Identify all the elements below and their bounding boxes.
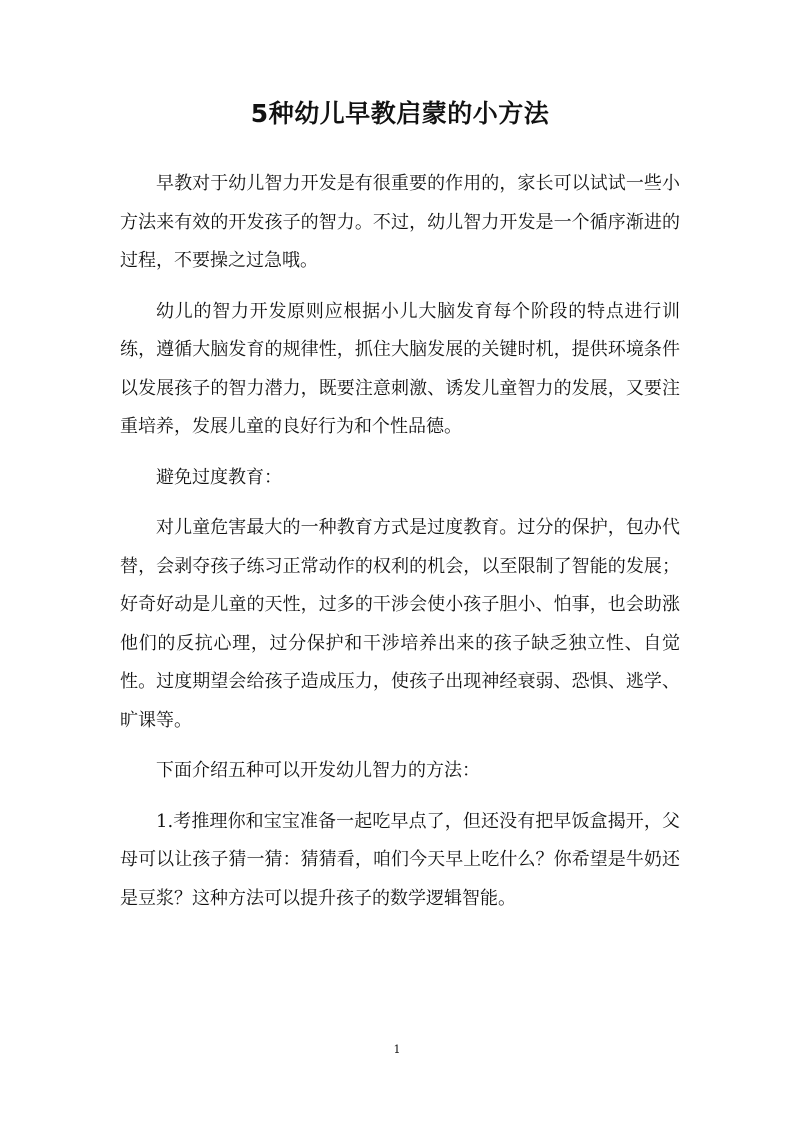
paragraph-heading-avoid-overeducation: 避免过度教育： (156, 466, 282, 488)
paragraph-overeducation: 对儿童危害最大的一种教育方式是过度教育。过分的保护，包办代替，会剥夺孩子练习正常动作的权利的机会，以至限制了智能的发展；好奇好动是儿童的天性，过多的干涉会使小孩子胆小、怕事，也会助涨他们的反抗心理，过分保护和干涉培养出来的孩子缺乏独立性、自觉性。过度期望会给孩子造成压力，使孩子出现神经衰弱、恐惧、逃学、旷课等。 (120, 517, 680, 731)
paragraph-intro: 早教对于幼儿智力开发是有很重要的作用的，家长可以试试一些小方法来有效的开发孩子的智力。不过，幼儿智力开发是一个循序渐进的过程，不要操之过急哦。 (120, 173, 680, 271)
paragraph-method-1: 1.考推理你和宝宝准备一起吃早点了，但还没有把早饭盒揭开，父母可以让孩子猜一猜：猜猜看，咱们今天早上吃什么？你希望是牛奶还是豆浆？这种方法可以提升孩子的数学逻辑智能。 (120, 810, 680, 909)
page-number: 1 (393, 1043, 401, 1056)
document-title: 5种幼儿早教启蒙的小方法 (250, 99, 550, 128)
document-body (120, 165, 680, 930)
paragraph-methods-intro: 下面介绍五种可以开发幼儿智力的方法： (156, 760, 480, 781)
paragraph-principles: 幼儿的智力开发原则应根据小儿大脑发育每个阶段的特点进行训练，遵循大脑发育的规律性，抓住大脑发展的关键时机，提供环境条件以发展孩子的智力潜力，既要注意刺激、诱发儿童智力的发展，又要注重培养，发展儿童的良好行为和个性品德。 (120, 300, 680, 437)
